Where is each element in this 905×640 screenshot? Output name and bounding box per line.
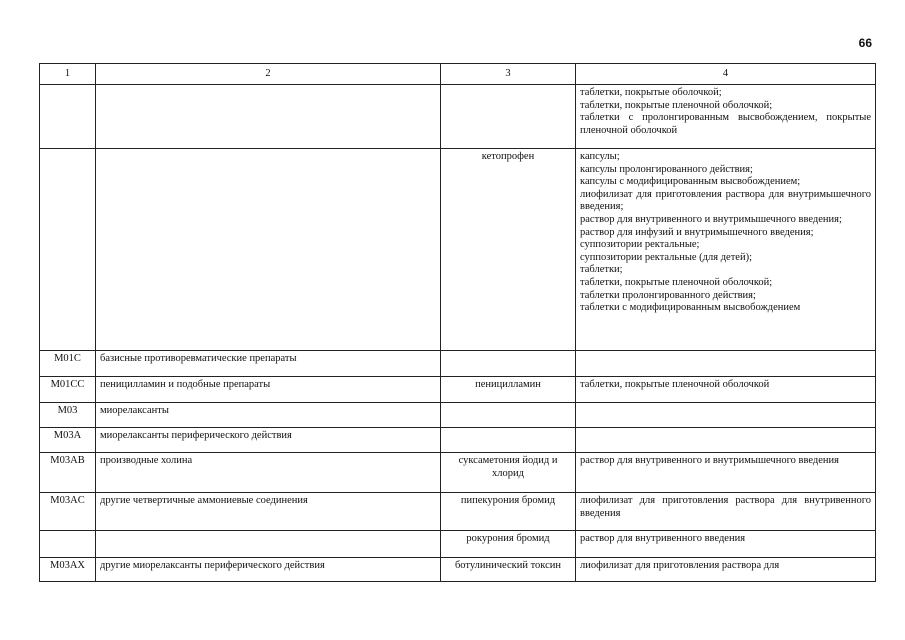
group-name-cell: миорелаксанты bbox=[96, 403, 441, 428]
table-row bbox=[40, 428, 876, 453]
page-number: 66 bbox=[858, 36, 872, 50]
atc-code-cell: M03AC bbox=[40, 493, 96, 531]
dosage-forms-cell: раствор для внутривенного и внутримышечного введения bbox=[576, 453, 876, 493]
dosage-forms-cell bbox=[576, 428, 876, 453]
group-name-cell: базисные противоревматические препараты bbox=[96, 351, 441, 377]
table-row bbox=[40, 403, 876, 428]
drug-name-cell: рокурония бромид bbox=[441, 531, 576, 558]
dosage-forms-cell: таблетки, покрытые пленочной оболочкой bbox=[576, 377, 876, 403]
group-name-cell: другие четвертичные аммониевые соединения bbox=[96, 493, 441, 531]
column-header-4: 4 bbox=[576, 64, 876, 85]
table-row bbox=[40, 453, 876, 493]
table-row bbox=[40, 531, 876, 558]
drug-name-cell: кетопрофен bbox=[441, 149, 576, 351]
column-header-3: 3 bbox=[441, 64, 576, 85]
group-name-cell bbox=[96, 149, 441, 351]
drug-name-cell: суксаметония йодид и хлорид bbox=[441, 453, 576, 493]
column-header-1: 1 bbox=[40, 64, 96, 85]
dosage-forms-cell bbox=[576, 351, 876, 377]
dosage-forms-cell: лиофилизат для приготовления раствора для внутривенного введения bbox=[576, 493, 876, 531]
drug-name-cell bbox=[441, 428, 576, 453]
atc-code-cell bbox=[40, 149, 96, 351]
dosage-forms-cell bbox=[576, 403, 876, 428]
table-row bbox=[40, 377, 876, 403]
atc-code-cell: M01CC bbox=[40, 377, 96, 403]
table-header-row bbox=[40, 64, 876, 85]
drug-name-cell bbox=[441, 403, 576, 428]
atc-code-cell bbox=[40, 531, 96, 558]
dosage-forms-cell: таблетки, покрытые оболочкой; таблетки, покрытые пленочной оболочкой; таблетки с пролонгированным высвобождением, покрытые пленочной оболочкой bbox=[576, 85, 876, 149]
group-name-cell: другие миорелаксанты периферического действия bbox=[96, 558, 441, 582]
atc-code-cell: M03AB bbox=[40, 453, 96, 493]
drug-name-cell: ботулинический токсин bbox=[441, 558, 576, 582]
column-header-2: 2 bbox=[96, 64, 441, 85]
atc-code-cell bbox=[40, 85, 96, 149]
drug-name-cell: пеницилламин bbox=[441, 377, 576, 403]
table-row bbox=[40, 149, 876, 351]
group-name-cell: пеницилламин и подобные препараты bbox=[96, 377, 441, 403]
table-row bbox=[40, 85, 876, 149]
group-name-cell: миорелаксанты периферического действия bbox=[96, 428, 441, 453]
group-name-cell bbox=[96, 531, 441, 558]
drug-name-cell: пипекурония бромид bbox=[441, 493, 576, 531]
atc-code-cell: M03AX bbox=[40, 558, 96, 582]
drug-name-cell bbox=[441, 351, 576, 377]
drug-table bbox=[39, 63, 876, 582]
dosage-forms-cell: раствор для внутривенного введения bbox=[576, 531, 876, 558]
group-name-cell: производные холина bbox=[96, 453, 441, 493]
atc-code-cell: M03A bbox=[40, 428, 96, 453]
group-name-cell bbox=[96, 85, 441, 149]
atc-code-cell: M01C bbox=[40, 351, 96, 377]
table-row bbox=[40, 493, 876, 531]
drug-name-cell bbox=[441, 85, 576, 149]
table-row bbox=[40, 558, 876, 582]
table-row bbox=[40, 351, 876, 377]
dosage-forms-cell: лиофилизат для приготовления раствора для bbox=[576, 558, 876, 582]
atc-code-cell: M03 bbox=[40, 403, 96, 428]
dosage-forms-cell: капсулы; капсулы пролонгированного действия; капсулы с модифицированным высвобождением; лиофилизат для приготовления раствора для внутримышечного введения; раствор для внутривенного и внутримышечного введения; раствор для инфузий и внутримышечного введения; суппозитории ректальные; суппозитории ректальные (для детей); таблетки; таблетки, покрытые пленочной оболочкой; таблетки пролонгированного действия; таблетки с модифицированным высвобождением bbox=[576, 149, 876, 351]
